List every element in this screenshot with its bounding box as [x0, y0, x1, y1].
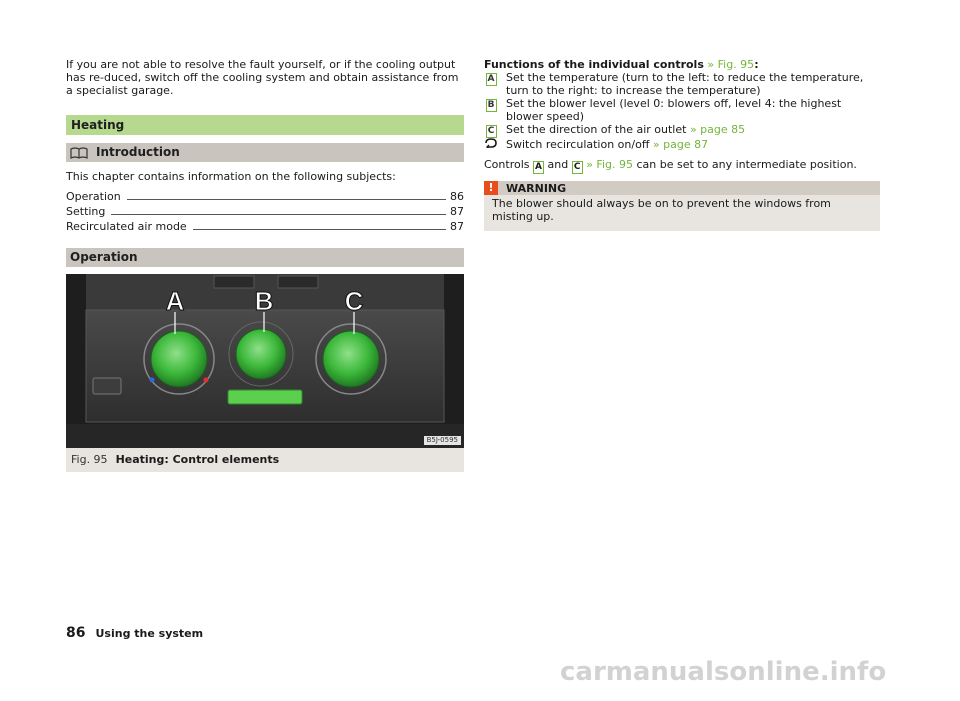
item-text: Switch recirculation on/off	[506, 138, 653, 151]
page-link[interactable]: » page 87	[652, 138, 709, 151]
functions-title: Functions of the individual controls	[484, 58, 704, 71]
page-number: 86	[66, 625, 86, 641]
toc-label: Recirculated air mode	[66, 220, 187, 233]
list-item	[484, 138, 880, 151]
fig-link[interactable]: » Fig. 95	[586, 158, 633, 171]
toc-row-recirculated-air[interactable]	[66, 218, 464, 233]
page-link[interactable]: » page 85	[689, 123, 746, 136]
right-column	[484, 58, 880, 231]
toc-page: 86	[450, 190, 464, 203]
controls-paragraph	[484, 158, 880, 174]
heading-introduction	[66, 143, 464, 162]
toc-label: Setting	[66, 205, 106, 218]
book-icon	[70, 147, 88, 159]
toc-page: 87	[450, 220, 464, 233]
controls-suffix: can be set to any intermediate position.	[636, 158, 857, 171]
section-name: Using the system	[95, 627, 204, 640]
toc-row-operation[interactable]	[66, 188, 464, 203]
marker-c: C	[486, 125, 497, 138]
figure-heating-controls	[66, 274, 464, 448]
marker-a: A	[486, 73, 497, 86]
inline-marker-c: C	[572, 161, 583, 174]
left-column	[66, 58, 464, 472]
list-item	[484, 71, 880, 97]
inline-marker-a: A	[533, 161, 544, 174]
subjects-intro: This chapter contains information on the following subjects:	[66, 170, 396, 183]
heading-operation: Operation	[66, 248, 464, 267]
figure-code: B5J-0595	[424, 436, 461, 445]
marker-b: B	[486, 99, 497, 112]
table-of-contents	[66, 188, 464, 233]
intro-paragraph: If you are not able to resolve the fault yourself, or if the cooling output has re-duced, switch off the cooling system and obtain assistance from a specialist garage.	[66, 58, 459, 97]
heading-heating: Heating	[66, 115, 464, 135]
functions-heading	[484, 58, 880, 71]
figure-label-c: C	[344, 286, 364, 316]
toc-leader	[111, 214, 446, 215]
functions-list	[484, 71, 880, 151]
toc-leader	[193, 229, 446, 230]
item-text: Set the direction of the air outlet	[506, 123, 690, 136]
warning-title: WARNING	[506, 181, 567, 195]
figure-label-a: A	[165, 286, 185, 316]
warning-box	[484, 181, 880, 231]
recirculation-icon	[485, 138, 497, 148]
warning-text: The blower should always be on to prevent the windows from misting up.	[492, 197, 831, 223]
item-text: Set the temperature (turn to the left: to reduce the temperature, turn to the right: to increase the temperature)	[506, 71, 864, 97]
toc-row-setting[interactable]	[66, 203, 464, 218]
toc-leader	[127, 199, 446, 200]
functions-colon: :	[754, 58, 759, 71]
controls-prefix: Controls	[484, 158, 530, 171]
figure-title: Heating: Control elements	[115, 453, 280, 466]
figure-caption	[66, 448, 464, 472]
watermark: carmanualsonline.info	[560, 657, 887, 687]
controls-and: and	[547, 158, 569, 171]
toc-label: Operation	[66, 190, 121, 203]
item-text: Set the blower level (level 0: blowers off, level 4: the highest blower speed)	[506, 97, 842, 123]
heating-panel-illustration	[66, 274, 464, 448]
warning-icon: !	[484, 181, 498, 195]
list-item	[484, 123, 880, 138]
toc-page: 87	[450, 205, 464, 218]
list-item	[484, 97, 880, 123]
fig-link[interactable]: » Fig. 95	[707, 58, 755, 71]
figure-label-b: B	[254, 286, 274, 316]
figure-number: Fig. 95	[71, 453, 108, 466]
heading-introduction-label: Introduction	[96, 145, 180, 159]
warning-header	[484, 181, 880, 195]
page-footer	[66, 627, 203, 640]
